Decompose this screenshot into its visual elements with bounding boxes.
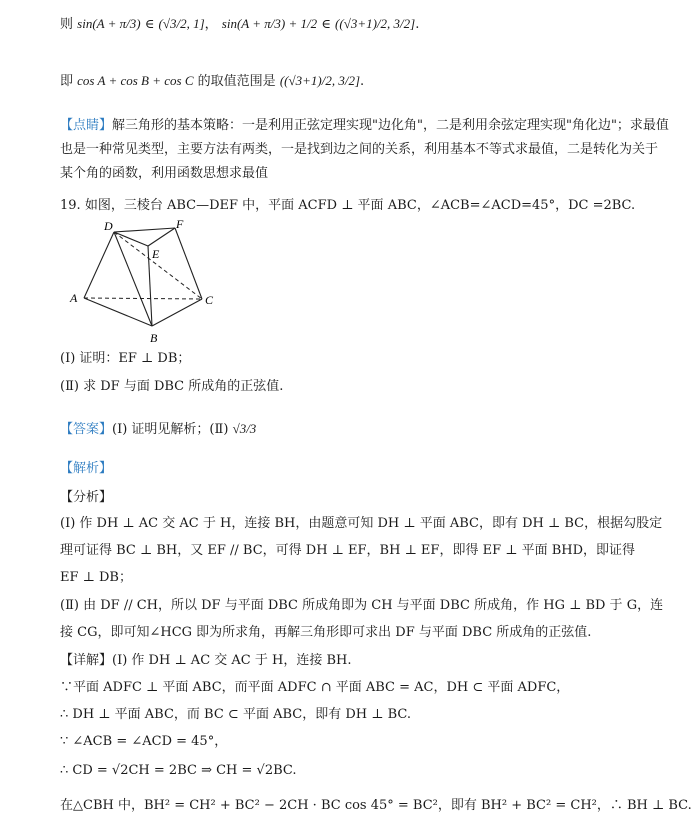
remark-tag: 【点睛】 <box>60 118 113 133</box>
range-line-2: 即 cos A + cos B + cos C 的取值范围是 ((√3+1)/2, 3/2]. <box>60 73 365 89</box>
answer-line: 【答案】(Ⅰ) 证明见解析；(Ⅱ) √3/3 <box>60 421 257 437</box>
detail-l2: ∵平面 ADFC ⊥ 平面 ABC，而平面 ADFC ∩ 平面 ABC = AC，DH ⊂ 平面 ADFC， <box>60 680 570 695</box>
analysis-p1-l1: (Ⅰ) 作 DH ⊥ AC 交 AC 于 H，连接 BH，由题意可知 DH ⊥ 平面 ABC，即有 DH ⊥ BC，根据勾股定 <box>60 516 663 531</box>
edge-DF <box>114 228 175 232</box>
detail-l1: 【详解】(Ⅰ) 作 DH ⊥ AC 交 AC 于 H，连接 BH. <box>60 653 352 668</box>
remark-line-2: 也是一种常见类型，主要方法有两类，一是找到边之间的关系，利用基本不等式求最值，二是转化为关于 <box>60 142 659 157</box>
detail-l3: ∴ DH ⊥ 平面 ABC，而 BC ⊂ 平面 ABC，即有 DH ⊥ BC. <box>60 707 412 722</box>
analysis-p1-l2: 理可证得 BC ⊥ BH，又 EF // BC，可得 DH ⊥ EF，BH ⊥ EF，即得 EF ⊥ 平面 BHD，即证得 <box>60 543 636 558</box>
analysis-p1-l3: EF ⊥ DB； <box>60 570 132 585</box>
remark-line-1: 【点睛】解三角形的基本策略：一是利用正弦定理实现"边化角"，二是利用余弦定理实现"角化边"；求最值 <box>60 118 669 133</box>
analysis-heading: 【解析】 <box>60 461 113 476</box>
edge-AC-hidden <box>84 298 202 299</box>
label-C: C <box>205 293 214 307</box>
label-B: B <box>150 331 158 345</box>
analysis-p2-l2: 接 CG，即可知∠HCG 即为所求角，再解三角形即可求出 DF 与平面 DBC 所成角的正弦值. <box>60 625 592 640</box>
analysis-subheading: 【分析】 <box>60 490 113 505</box>
label-F: F <box>176 218 184 231</box>
problem-text: 如图，三棱台 ABC—DEF 中，平面 ACFD ⊥ 平面 ABC，∠ACB=∠ACD=45°，DC =2BC. <box>84 198 636 213</box>
range-line-1-text: 则 sin(A + π/3) ∈ (√3/2, 1]， sin(A + π/3) + 1/2 ∈ ((√3+1)/2, 3/2]. <box>60 16 420 32</box>
edge-BC <box>152 299 202 326</box>
detail-l4: ∵ ∠ACB = ∠ACD = 45°， <box>60 734 228 749</box>
edge-DA <box>84 232 114 298</box>
detail-l6: 在△CBH 中，BH² = CH² + BC² − 2CH · BC cos 45° = BC²，即有 BH² + BC² = CH²，∴ BH ⊥ BC. <box>60 798 692 813</box>
problem-number: 19. <box>60 198 81 213</box>
remark-line-3: 某个角的函数，利用函数思想求最值 <box>60 166 269 181</box>
detail-tag: 【详解】 <box>60 653 113 668</box>
answer-tag: 【答案】 <box>60 422 113 437</box>
detail-l5: ∴ CD = √2CH = 2BC ⇒ CH = √2BC. <box>60 763 297 778</box>
label-D: D <box>104 219 113 233</box>
part-1: (Ⅰ) 证明：EF ⊥ DB； <box>60 351 191 366</box>
label-E: E <box>152 247 160 261</box>
frustum-figure <box>62 218 232 348</box>
answer-value: √3/3 <box>232 421 257 436</box>
part-2: (Ⅱ) 求 DF 与面 DBC 所成角的正弦值. <box>60 379 284 394</box>
label-A: A <box>70 291 78 305</box>
range-line-1 <box>60 15 419 34</box>
edge-EF <box>148 228 175 246</box>
problem-statement <box>60 197 635 215</box>
analysis-p2-l1: (Ⅱ) 由 DF // CH，所以 DF 与平面 DBC 所成角即为 CH 与平面 DBC 所成角，作 HG ⊥ BD 于 G，连 <box>60 598 664 613</box>
